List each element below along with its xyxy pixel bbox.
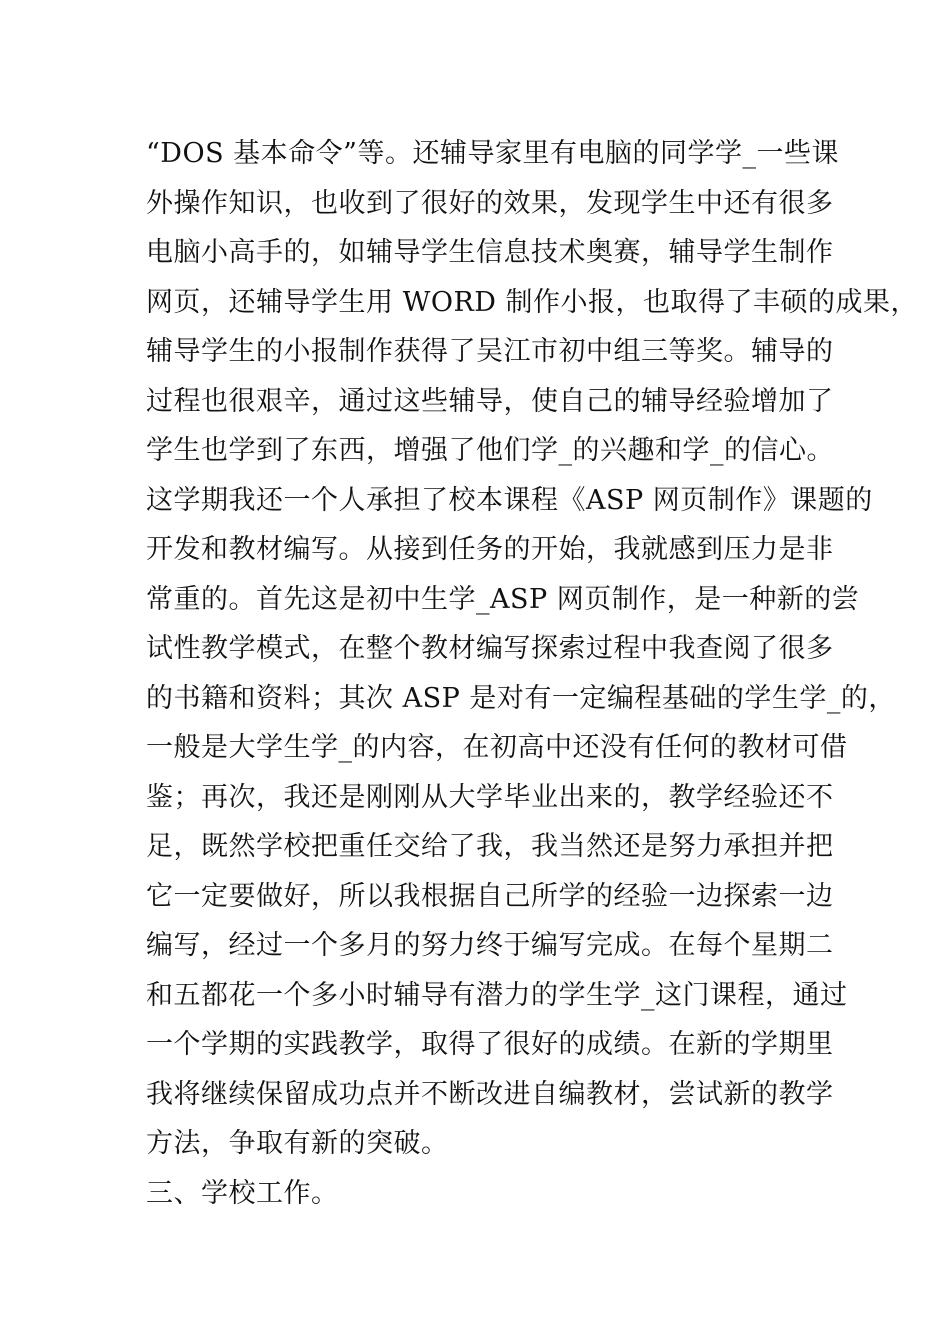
text-line: 的书籍和资料；其次 ASP 是对有一定编程基础的学生学_的，	[146, 683, 896, 714]
text-line: 它一定要做好，所以我根据自己所学的经验一边探索一边	[146, 881, 834, 912]
text-line: 足，既然学校把重任交给了我，我当然还是努力承担并把	[146, 831, 834, 862]
text-line: 这学期我还一个人承担了校本课程《ASP 网页制作》课题的	[146, 485, 873, 516]
text-line: 和五都花一个多小时辅导有潜力的学生学_这门课程，通过	[146, 980, 848, 1011]
text-line: 开发和教材编写。从接到任务的开始，我就感到压力是非	[146, 534, 834, 565]
text-line: 试性教学模式，在整个教材编写探索过程中我查阅了很多	[146, 633, 834, 664]
text-line: “DOS 基本命令”等。还辅导家里有电脑的同学学_一些课	[146, 138, 839, 169]
text-line: 常重的。首先这是初中生学_ASP 网页制作，是一种新的尝	[146, 584, 860, 615]
text-line: 电脑小高手的，如辅导学生信息技术奥赛，辅导学生制作	[146, 237, 834, 268]
text-line: 一般是大学生学_的内容，在初高中还没有任何的教材可借	[146, 732, 848, 763]
text-line: 学生也学到了东西，增强了他们学_的兴趣和学_的信心。	[146, 435, 834, 466]
text-line: 辅导学生的小报制作获得了吴江市初中组三等奖。辅导的	[146, 336, 834, 367]
text-line: 网页，还辅导学生用 WORD 制作小报，也取得了丰硕的成果，	[146, 287, 919, 318]
text-line: 外操作知识，也收到了很好的效果，发现学生中还有很多	[146, 188, 834, 219]
text-line: 鉴；再次，我还是刚刚从大学毕业出来的，教学经验还不	[146, 782, 834, 813]
text-line: 方法，争取有新的突破。	[146, 1128, 449, 1159]
text-line: 过程也很艰辛，通过这些辅导，使自己的辅导经验增加了	[146, 386, 834, 417]
text-line: 一个学期的实践教学，取得了很好的成绩。在新的学期里	[146, 1029, 834, 1060]
text-line: 我将继续保留成功点并不断改进自编教材，尝试新的教学	[146, 1079, 834, 1110]
section-heading: 三、学校工作。	[146, 1178, 339, 1209]
text-line: 编写，经过一个多月的努力终于编写完成。在每个星期二	[146, 930, 834, 961]
